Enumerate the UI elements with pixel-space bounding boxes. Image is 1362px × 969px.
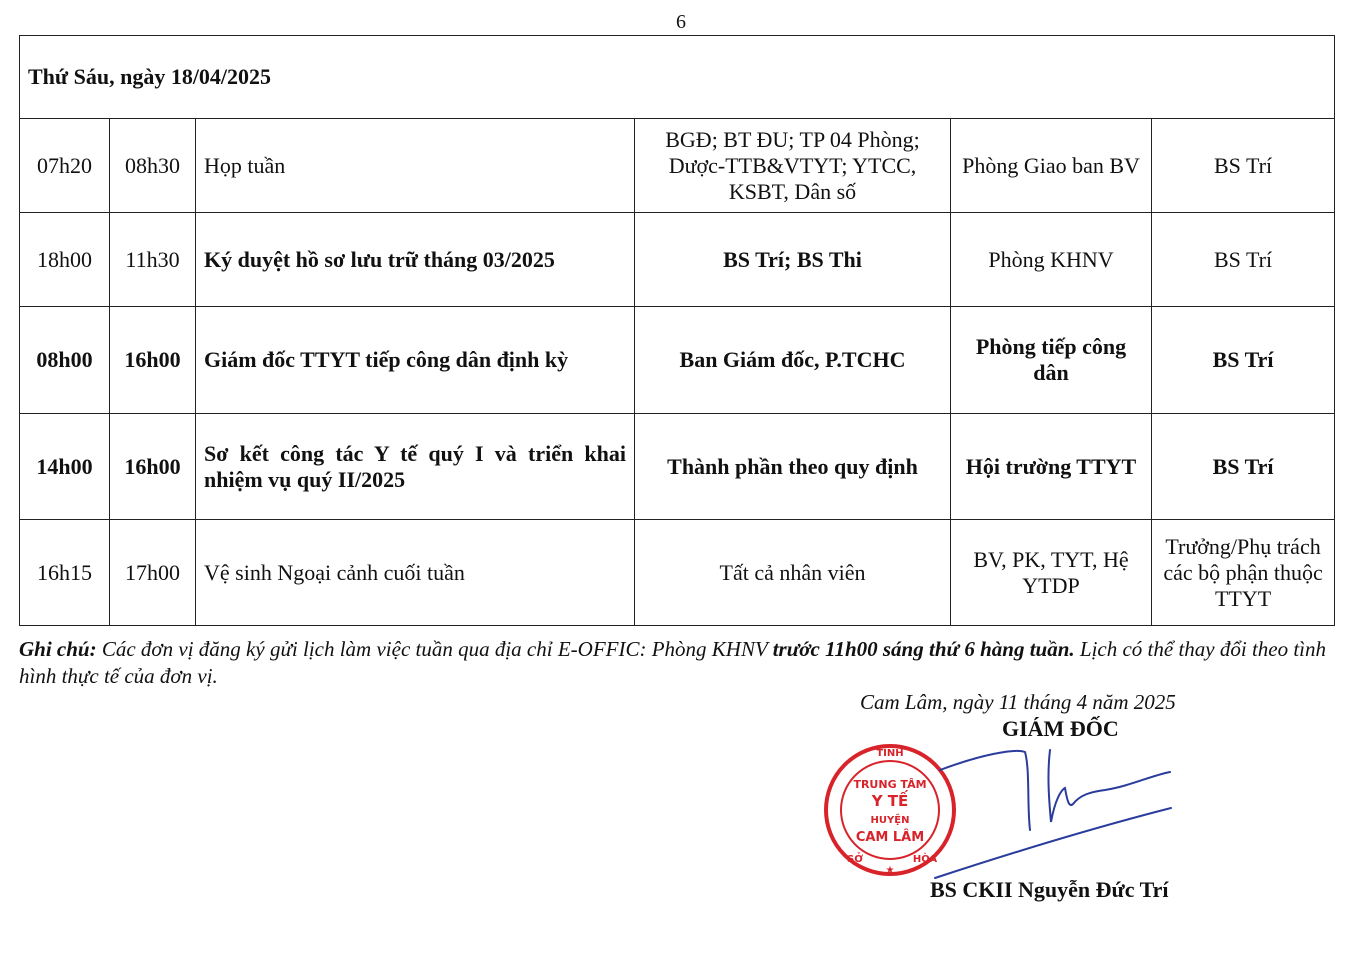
page-number: 6 xyxy=(676,11,686,33)
signer-title: GIÁM ĐỐC xyxy=(1002,716,1119,741)
participants: BGĐ; BT ĐU; TP 04 Phòng; Dược-TTB&VTYT; YTCC, KSBT, Dân số xyxy=(635,119,951,213)
chair: Trưởng/Phụ trách các bộ phận thuộc TTYT xyxy=(1152,520,1335,626)
stamp-and-signature xyxy=(815,730,1185,880)
end-time: 11h30 xyxy=(110,213,196,307)
start-time: 14h00 xyxy=(20,414,110,520)
end-time: 16h00 xyxy=(110,414,196,520)
svg-text:Y TẾ: Y TẾ xyxy=(871,792,909,810)
svg-text:HÒA: HÒA xyxy=(912,854,938,865)
content: Sơ kết công tác Y tế quý I và triển khai nhiệm vụ quý II/2025 xyxy=(196,414,635,520)
location: Phòng KHNV xyxy=(951,213,1152,307)
table-row xyxy=(20,520,1335,626)
table-row xyxy=(20,307,1335,414)
chair: BS Trí xyxy=(1152,414,1335,520)
participants: Tất cả nhân viên xyxy=(635,520,951,626)
participants: Ban Giám đốc, P.TCHC xyxy=(635,307,951,414)
end-time: 08h30 xyxy=(110,119,196,213)
note xyxy=(19,636,1334,690)
table-row xyxy=(20,414,1335,520)
location: BV, PK, TYT, Hệ YTDP xyxy=(951,520,1152,626)
participants: Thành phần theo quy định xyxy=(635,414,951,520)
end-time: 17h00 xyxy=(110,520,196,626)
content: Giám đốc TTYT tiếp công dân định kỳ xyxy=(196,307,635,414)
svg-text:TRUNG TÂM: TRUNG TÂM xyxy=(853,778,927,791)
content: Họp tuần xyxy=(196,119,635,213)
handwritten-signature-icon xyxy=(935,750,1171,878)
svg-text:TỈNH: TỈNH xyxy=(876,748,904,759)
location: Phòng tiếp công dân xyxy=(951,307,1152,414)
svg-text:SỞ: SỞ xyxy=(847,854,863,865)
chair: BS Trí xyxy=(1152,119,1335,213)
schedule-table xyxy=(19,35,1335,626)
svg-text:HUYỆN: HUYỆN xyxy=(870,815,910,826)
signer-name: BS CKII Nguyễn Đức Trí xyxy=(930,877,1169,902)
svg-text:★: ★ xyxy=(885,865,895,876)
chair: BS Trí xyxy=(1152,213,1335,307)
svg-text:CAM LÂM: CAM LÂM xyxy=(855,830,925,845)
end-time: 16h00 xyxy=(110,307,196,414)
participants: BS Trí; BS Thi xyxy=(635,213,951,307)
location: Hội trường TTYT xyxy=(951,414,1152,520)
note-text: Các đơn vị đăng ký gửi lịch làm việc tuần qua địa chỉ E-OFFIC: Phòng KHNV xyxy=(96,637,773,661)
location: Phòng Giao ban BV xyxy=(951,119,1152,213)
content: Vệ sinh Ngoại cảnh cuối tuần xyxy=(196,520,635,626)
note-label: Ghi chú: xyxy=(19,637,97,661)
day-header-row xyxy=(20,36,1335,119)
official-stamp-icon xyxy=(826,745,954,876)
note-text-end: Lịch có thể thay đổi theo tình hình thực tế của đơn vị. xyxy=(19,637,1327,688)
note-deadline: trước 11h00 sáng thứ 6 hàng tuần. xyxy=(772,637,1075,661)
chair: BS Trí xyxy=(1152,307,1335,414)
signing-date: Cam Lâm, ngày 11 tháng 4 năm 2025 xyxy=(860,690,1176,714)
start-time: 16h15 xyxy=(20,520,110,626)
start-time: 18h00 xyxy=(20,213,110,307)
table-row xyxy=(20,213,1335,307)
day-header: Thứ Sáu, ngày 18/04/2025 xyxy=(20,36,1335,119)
start-time: 07h20 xyxy=(20,119,110,213)
table-row xyxy=(20,119,1335,213)
content: Ký duyệt hồ sơ lưu trữ tháng 03/2025 xyxy=(196,213,635,307)
start-time: 08h00 xyxy=(20,307,110,414)
